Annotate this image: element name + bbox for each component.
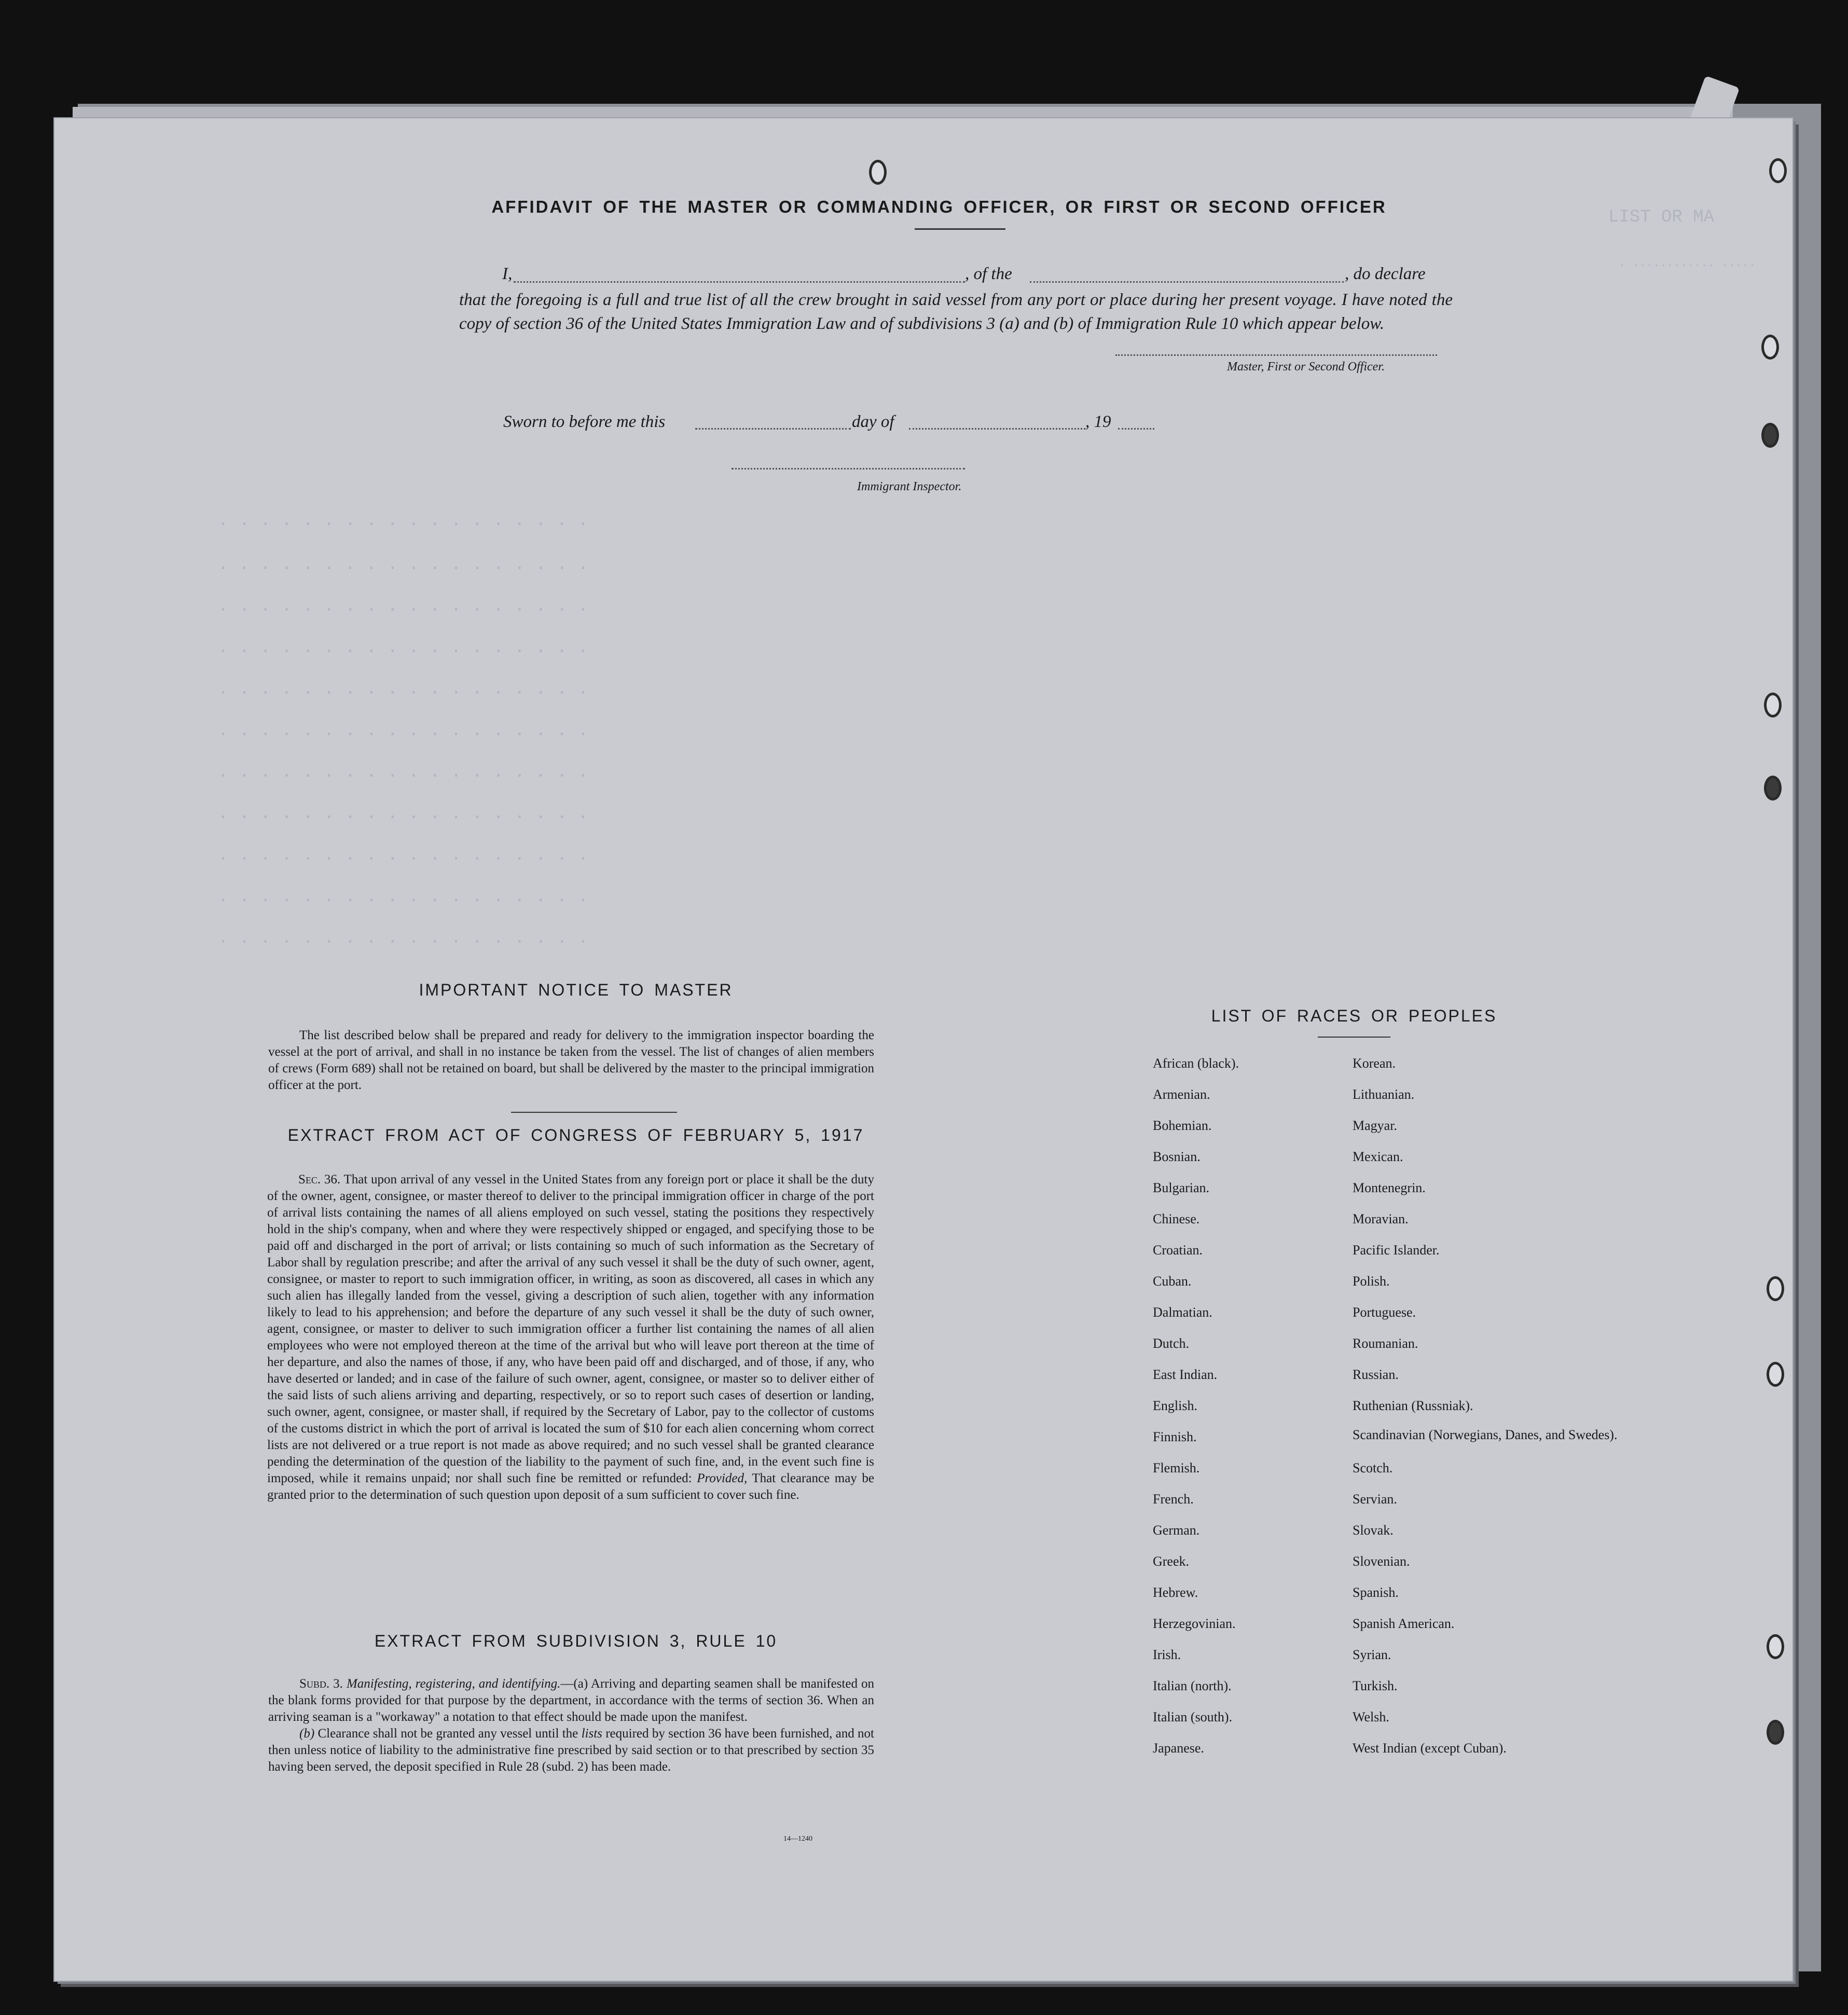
race-item: Japanese. bbox=[1153, 1741, 1204, 1756]
race-item: Herzegovinian. bbox=[1153, 1616, 1236, 1631]
race-item: Roumanian. bbox=[1353, 1336, 1418, 1351]
rule-text bbox=[268, 1676, 874, 1775]
race-item: Korean. bbox=[1353, 1056, 1396, 1071]
race-item: Chinese. bbox=[1153, 1211, 1200, 1226]
races-heading: LIST OF RACES OR PEOPLES bbox=[1211, 1006, 1497, 1025]
race-item: Pacific Islander. bbox=[1353, 1243, 1440, 1258]
sworn-day: day of bbox=[852, 412, 894, 431]
binder-hole-icon bbox=[869, 160, 887, 185]
notice-heading: IMPORTANT NOTICE TO MASTER bbox=[419, 981, 733, 999]
binder-hole-icon bbox=[1764, 693, 1782, 717]
race-item: Ruthenian (Russniak). bbox=[1353, 1398, 1473, 1413]
races-list bbox=[1153, 1054, 1620, 1770]
race-item: Russian. bbox=[1353, 1367, 1399, 1382]
race-item: Spanish. bbox=[1353, 1585, 1399, 1600]
sworn-day-blank bbox=[695, 428, 851, 430]
subd-a-text: —(a) Arriving and departing seamen shall be manifested on the blank forms provided for that purpose by the department, in accordance with the terms of section 36. When an arriving seaman is a "workaway" a notation to that effect should be made upon the manifest. bbox=[268, 1677, 874, 1724]
affidavit-body: that the foregoing is a full and true list of all the crew brought in said vessel from any port or place during her present voyage. I have noted the copy of section 36 of the United States Immigration Law and of subdivisions 3 (a) and (b) of Immigration Rule 10 which appear below. bbox=[459, 291, 1453, 333]
race-item: Irish. bbox=[1153, 1647, 1181, 1662]
race-item: Polish. bbox=[1353, 1274, 1390, 1289]
race-item: Dutch. bbox=[1153, 1336, 1190, 1351]
form-number: 14—1240 bbox=[783, 1835, 812, 1843]
affidavit-line1-mid: , of the bbox=[965, 265, 1012, 283]
act-heading: EXTRACT FROM ACT OF CONGRESS OF FEBRUARY 5, 1917 bbox=[287, 1126, 864, 1144]
race-item: Turkish. bbox=[1353, 1678, 1398, 1693]
race-item: French. bbox=[1153, 1492, 1194, 1507]
sworn-year-blank bbox=[1118, 428, 1154, 430]
affidavit-line1-end: , do declare bbox=[1345, 265, 1426, 283]
binder-hole-icon bbox=[1767, 1276, 1784, 1301]
binder-hole-icon bbox=[1767, 1720, 1784, 1745]
act-text bbox=[267, 1171, 874, 1503]
race-item: Armenian. bbox=[1153, 1087, 1210, 1102]
races-divider bbox=[1318, 1037, 1390, 1038]
proviso-label: Provided, bbox=[697, 1471, 748, 1485]
notice-text bbox=[268, 1027, 874, 1094]
race-item: Servian. bbox=[1353, 1492, 1397, 1507]
subd-title: Manifesting, registering, and identifying. bbox=[346, 1677, 561, 1691]
subd-b-end: required by section 36 have been furnished, and not then unless notice of liability to the administrative fine prescribed by said section or to that prescribed by section 35 having been served, the deposit specified in Rule 28 (subd. 2) has been made. bbox=[268, 1727, 875, 1774]
affidavit-line1-start: I, bbox=[502, 265, 513, 283]
race-item: Scandinavian (Norwegians, Danes, and Swedes). bbox=[1353, 1427, 1618, 1442]
race-item: Lithuanian. bbox=[1353, 1087, 1415, 1102]
race-item: Bohemian. bbox=[1153, 1118, 1212, 1133]
race-item: Cuban. bbox=[1153, 1274, 1192, 1289]
race-item: Italian (south). bbox=[1153, 1709, 1233, 1724]
signature-label: Master, First or Second Officer. bbox=[1227, 360, 1385, 374]
notice-divider bbox=[511, 1112, 677, 1113]
binder-hole-icon bbox=[1767, 1362, 1784, 1387]
race-item: Bosnian. bbox=[1153, 1149, 1201, 1164]
signature-blank bbox=[1115, 354, 1437, 356]
race-item: Magyar. bbox=[1353, 1118, 1397, 1133]
binder-hole-icon bbox=[1761, 335, 1779, 360]
sworn-start: Sworn to before me this bbox=[503, 412, 666, 431]
title-underline bbox=[915, 228, 1005, 230]
sworn-month-blank bbox=[909, 428, 1085, 430]
act-body: That upon arrival of any vessel in the United States from any foreign port or place it shall be the duty of the owner, agent, consignee, or master thereof to deliver to the principal immigration officer in charge of the port of arrival lists containing the names of all aliens employed on such vessel, stating the positions they respectively hold in the ship's company, when and where they were respectively shipped or engaged, and specifying those to be paid off and discharged in the port of arrival; or lists containing so much of such information as the Secretary of Labor shall by regulation prescribe; and after the arrival of any such vessel it shall be the duty of such owner, agent, consignee, or master to report to such immigration officer, in writing, as soon as discovered, all cases in which any such alien has illegally landed from the vessel, giving a description of such alien, together with any information likely to lead to his apprehension; and before the departure of any such vessel it shall be the duty of such owner, agent, consignee, or master to deliver to such immigration officer a further list containing the names of all alien employees who were not employed thereon at the time of the arrival but who will leave port thereon at the time of her departure, and also the names of those, if any, who have been paid off and discharged, and of those, if any, who have deserted or landed; and in case of the failure of such owner, agent, consignee, or master so to deliver either of the said lists of such aliens arriving and departing, respectively, or so to report such cases of desertion or landing, such owner, agent, consignee, or master shall, if required by the Secretary of Labor, pay to the collector of customs of the customs district in which the port of arrival is located the sum of $10 for each alien concerning whom correct lists are not delivered or a true report is not made as above required; and no such vessel shall be granted clearance pending the determination of the question of the liability to the payment of such fine, and, in the event such fine is imposed, while it remains unpaid; nor shall such fine be remitted or refunded: bbox=[267, 1172, 874, 1485]
race-item: African (black). bbox=[1153, 1056, 1239, 1071]
subd-b-italic: lists bbox=[581, 1727, 602, 1741]
subd-label: Subd. 3. bbox=[299, 1677, 343, 1691]
race-item: Bulgarian. bbox=[1153, 1180, 1210, 1195]
sheet-edge bbox=[73, 107, 1733, 119]
affidavit-title: AFFIDAVIT OF THE MASTER OR COMMANDING OFFICER, OR FIRST OR SECOND OFFICER bbox=[491, 197, 1387, 216]
binder-hole-icon bbox=[1767, 1634, 1784, 1659]
race-item: West Indian (except Cuban). bbox=[1353, 1741, 1507, 1756]
subd-b-paragraph bbox=[268, 1726, 874, 1775]
race-item: Flemish. bbox=[1153, 1460, 1200, 1475]
race-item: German. bbox=[1153, 1523, 1200, 1538]
proviso-text: That clearance may be granted prior to the determination of such question upon deposit of a sum sufficient to cover such fine. bbox=[267, 1471, 875, 1502]
race-item: Welsh. bbox=[1353, 1709, 1389, 1724]
subd-a-paragraph bbox=[268, 1676, 874, 1726]
sworn-year: , 19 bbox=[1085, 412, 1111, 431]
race-item: Syrian. bbox=[1353, 1647, 1391, 1662]
race-item: Mexican. bbox=[1353, 1149, 1403, 1164]
race-item: Hebrew. bbox=[1153, 1585, 1198, 1600]
race-item: English. bbox=[1153, 1398, 1197, 1413]
race-item: Scotch. bbox=[1353, 1460, 1393, 1475]
race-item: Slovenian. bbox=[1353, 1554, 1410, 1569]
inspector-blank bbox=[732, 468, 965, 470]
race-item: Greek. bbox=[1153, 1554, 1190, 1569]
subd-b-label: (b) bbox=[299, 1727, 315, 1741]
rule-heading: EXTRACT FROM SUBDIVISION 3, RULE 10 bbox=[374, 1632, 778, 1650]
race-item: Italian (north). bbox=[1153, 1678, 1232, 1693]
race-item: Spanish American. bbox=[1353, 1616, 1455, 1631]
race-item: Dalmatian. bbox=[1153, 1305, 1212, 1320]
race-item: Montenegrin. bbox=[1353, 1180, 1426, 1195]
race-item: Slovak. bbox=[1353, 1523, 1394, 1538]
notice-paragraph: The list described below shall be prepared and ready for delivery to the immigration inspector boarding the vessel at the port of arrival, and shall in no instance be taken from the vessel. The list of changes of alien members of crews (Form 689) shall not be retained on board, but shall be delivered by the master to the principal immigration officer at the port. bbox=[268, 1028, 874, 1092]
race-item: Finnish. bbox=[1153, 1429, 1197, 1444]
name-blank bbox=[514, 281, 965, 283]
race-item: Portuguese. bbox=[1353, 1305, 1416, 1320]
section-label: Sec. 36. bbox=[298, 1172, 341, 1186]
race-item: East Indian. bbox=[1153, 1367, 1218, 1382]
inspector-label: Immigrant Inspector. bbox=[857, 480, 962, 493]
race-item: Croatian. bbox=[1153, 1243, 1203, 1258]
binder-hole-icon bbox=[1761, 423, 1779, 448]
race-item: Moravian. bbox=[1353, 1211, 1409, 1226]
binder-hole-icon bbox=[1769, 158, 1787, 183]
vessel-blank bbox=[1030, 281, 1344, 283]
binder-hole-icon bbox=[1764, 776, 1782, 801]
act-paragraph bbox=[267, 1171, 874, 1503]
subd-b-start: Clearance shall not be granted any vessel until the bbox=[318, 1727, 578, 1741]
